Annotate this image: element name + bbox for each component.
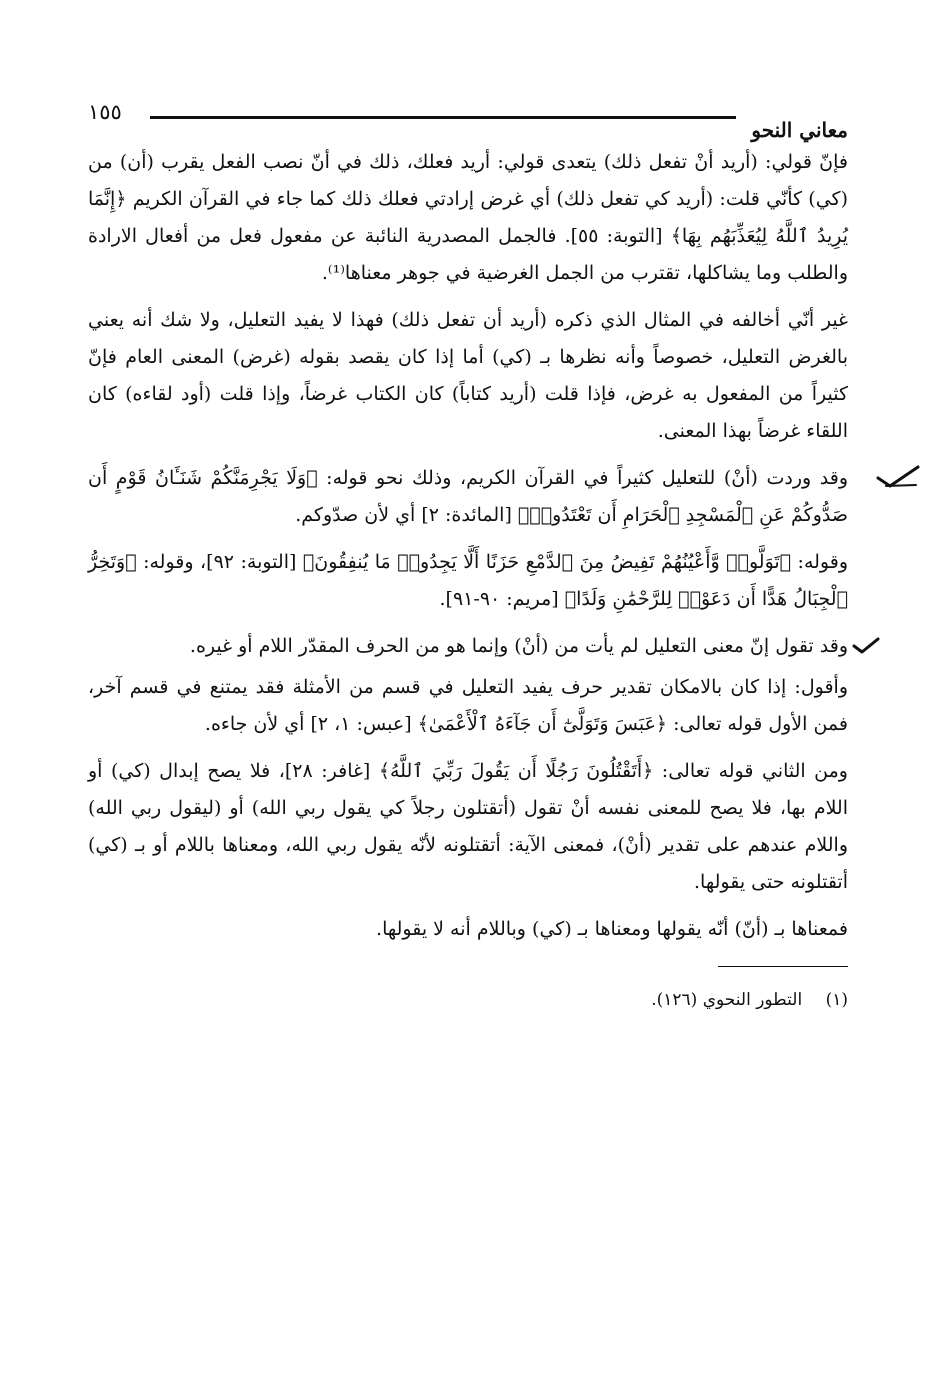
- marked-paragraph-3: [88, 460, 848, 534]
- marked-paragraph-5: [88, 628, 848, 665]
- header-rule: [150, 116, 736, 119]
- paragraph-3: وقد وردت (أنْ) للتعليل كثيراً في القرآن الكريم، وذلك نحو قوله: ﴿وَلَا يَجْرِمَنَّكُمْ شَنَـَٔانُ قَوْمٍ أَن صَدُّوكُمْ عَنِ ٱلْمَسْجِدِ ٱلْحَرَامِ أَن تَعْتَدُوا۟﴾ [المائدة: ٢] أي لأن صدّوكم.: [88, 467, 848, 526]
- paragraph-8: فمعناها بـ (أنّ) أنّه يقولها ومعناها بـ (كي) وباللام أنه لا يقولها.: [376, 918, 848, 940]
- footnote: [88, 985, 848, 1015]
- paragraph-2: غير أنّي أخالفه في المثال الذي ذكره (أريد أن تفعل ذلك) فهذا لا يفيد التعليل، ولا شك أنه يعني بالغرض التعليل، خصوصاً وأنه نظرها بـ (كي) أما إذا كان يقصد بقوله (غرض) المعنى العام فإنّ كثيراً من المفعول به غرض، فإذا قلت (أريد كتاباً) كان الكتاب غرضاً، وإذا قلت (أود لقاءه) كان اللقاء غرضاً بهذا المعنى.: [88, 309, 848, 442]
- running-title: معاني النحو: [751, 118, 848, 142]
- paragraph-6: وأقول: إذا كان بالامكان تقدير حرف يفيد التعليل في قسم من الأمثلة فقد يمتنع في قسم آخر، فمن الأول قوله تعالى: ﴿عَبَسَ وَتَوَلَّىٰٓ أَن جَآءَهُ ٱلْأَعْمَىٰ﴾ [عبس: ١، ٢] أي لأن جاءه.: [88, 676, 848, 735]
- margin-check-mark-icon: [876, 464, 920, 488]
- footnote-text: التطور النحوي (١٢٦).: [651, 990, 803, 1010]
- margin-check-mark-small-icon: [852, 636, 880, 654]
- paragraph-5: وقد تقول إنّ معنى التعليل لم يأت من (أنْ) وإنما هو من الحرف المقدّر اللام أو غيره.: [189, 635, 848, 657]
- paragraph-1: فإنّ قولي: (أريد أنْ تفعل ذلك) يتعدى قولي: أريد فعلك، ذلك في أنّ نصب الفعل يقرب (أن) من (كي) كأنّي قلت: (أريد كي تفعل ذلك) أي غرض إرادتي فعلك ذلك كما جاء في القرآن الكريم ﴿إِنَّمَا يُرِيدُ ٱللَّهُ لِيُعَذِّبَهُم بِهَا﴾ [التوبة: ٥٥]. فالجمل المصدرية النائبة عن مفعول فعل من أفعال الارادة والطلب وما يشاكلها، تقترب من الجمل الغرضية في جوهر معناها⁽¹⁾.: [88, 151, 848, 284]
- paragraph-4: وقوله: ﴿تَوَلَّوا۟ وَّأَعْيُنُهُمْ تَفِيضُ مِنَ ٱلدَّمْعِ حَزَنًا أَلَّا يَجِدُوا۟ مَا يُنفِقُونَ﴾ [التوبة: ٩٢]، وقوله: ﴿وَتَخِرُّ ٱلْجِبَالُ هَدًّا أَن دَعَوْا۟ لِلرَّحْمَٰنِ وَلَدًا﴾ [مريم: ٩٠-٩١].: [88, 551, 849, 610]
- paragraph-7: ومن الثاني قوله تعالى: ﴿أَتَقْتُلُونَ رَجُلًا أَن يَقُولَ رَبِّيَ ٱللَّهُ﴾ [غافر: ٢٨]، فلا يصح إبدال (كي) أو اللام بها، فلا يصح للمعنى نفسه أنْ تقول (أتقتلون رجلاً كي يقول ربي الله) أو (ليقول ربي الله) واللام عندهم على تقدير (أنْ)، فمعنى الآية: أتقتلونه لأنّه يقول ربي الله، ومعناها باللام أو بـ (كي) أتقتلونه حتى يقولها.: [88, 760, 848, 893]
- page: [88, 100, 848, 1015]
- page-number: ١٥٥: [88, 100, 122, 124]
- page-header: [88, 100, 848, 140]
- footnote-rule: [718, 966, 848, 967]
- footnote-number: (١): [825, 990, 848, 1010]
